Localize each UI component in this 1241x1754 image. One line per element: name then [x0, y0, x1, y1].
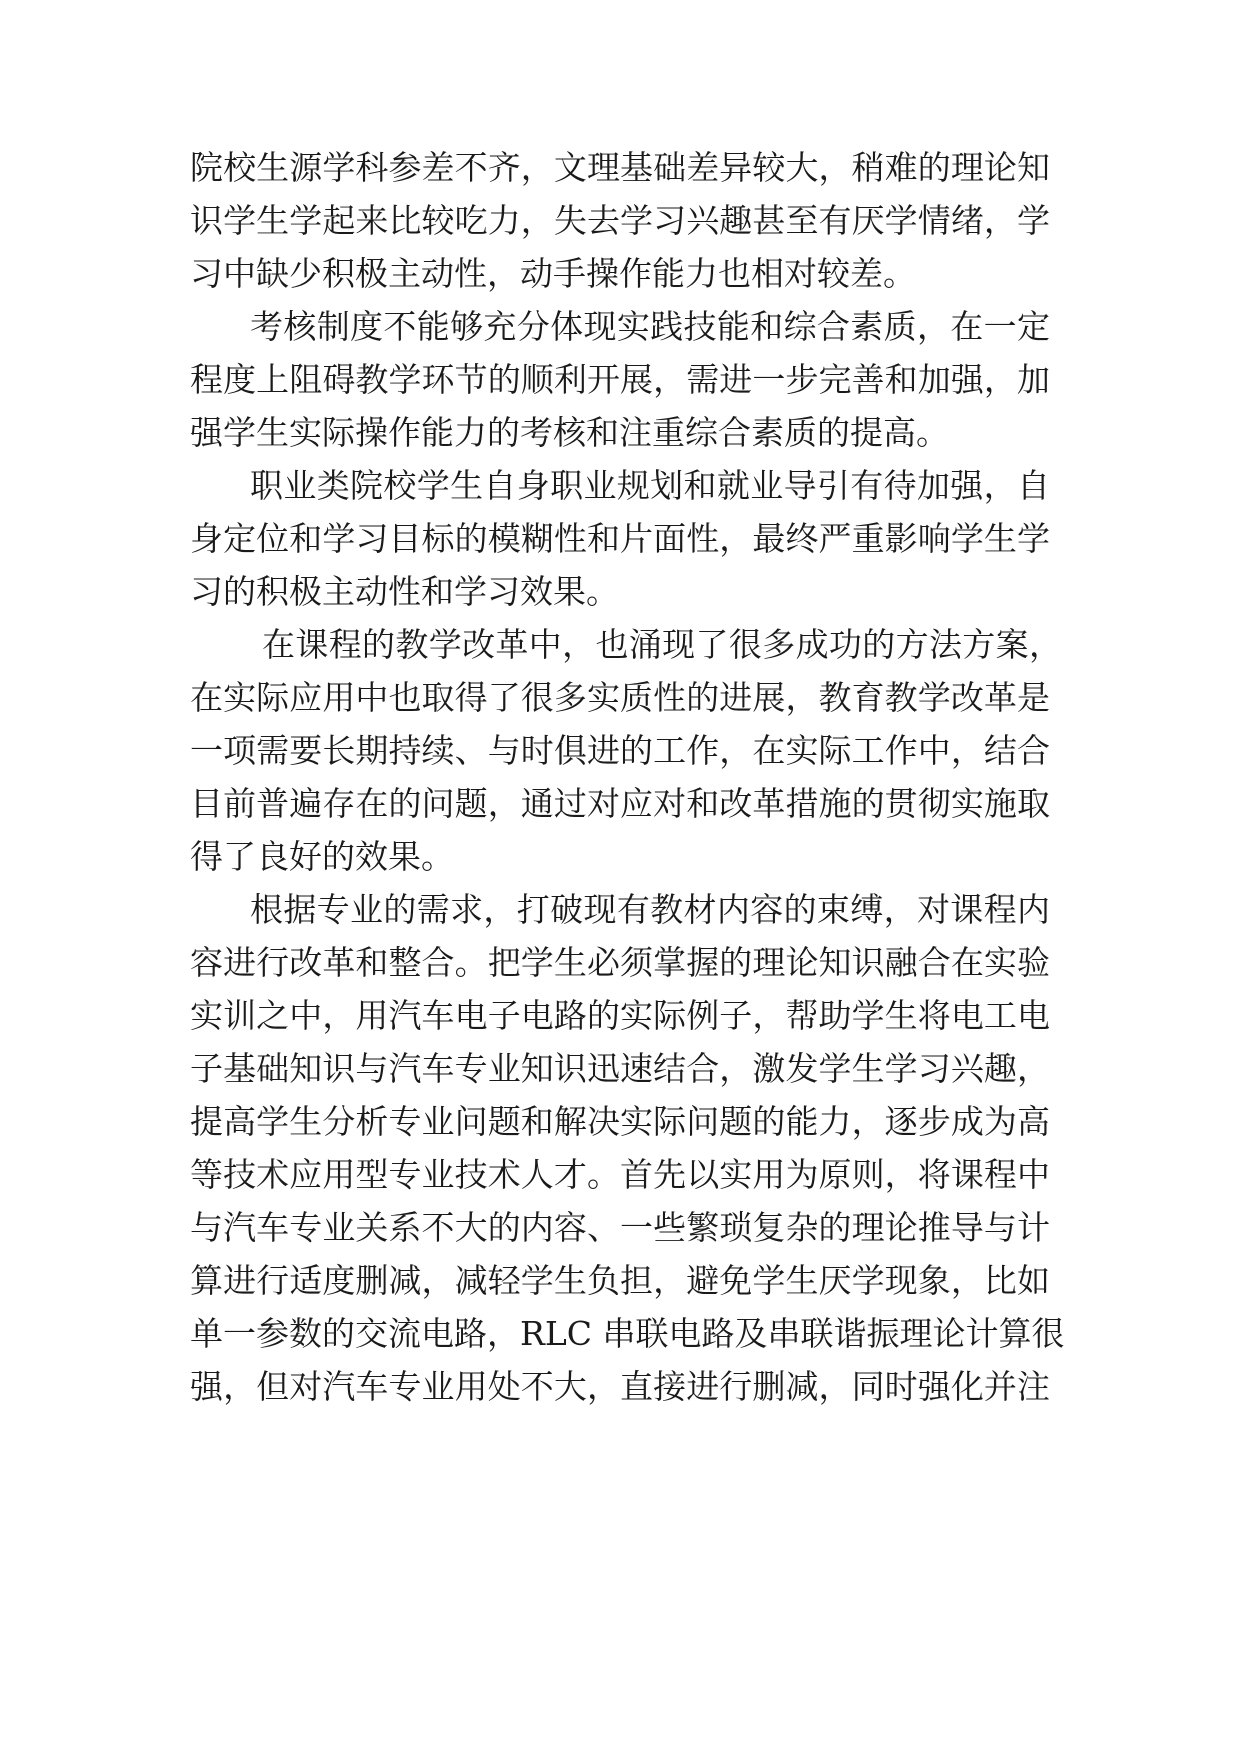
paragraph-line: 得了良好的效果。: [190, 837, 454, 876]
paragraph-line: 算进行适度删减，减轻学生负担，避免学生厌学现象，比如: [190, 1261, 1050, 1300]
paragraph-line: 等技术应用型专业技术人才。首先以实用为原则，将课程中: [190, 1155, 1050, 1194]
paragraph-first-line: 职业类院校学生自身职业规划和就业导引有待加强，自: [250, 466, 1050, 505]
paragraph-line: 子基础知识与汽车专业知识迅速结合，激发学生学习兴趣，: [190, 1049, 1050, 1088]
paragraph-line: 在实际应用中也取得了很多实质性的进展，教育教学改革是: [190, 678, 1050, 717]
paragraph-line: 强，但对汽车专业用处不大，直接进行删减，同时强化并注: [190, 1367, 1050, 1406]
paragraph-line: 习的积极主动性和学习效果。: [190, 572, 619, 611]
paragraph-line: 实训之中，用汽车电子电路的实际例子，帮助学生将电工电: [190, 996, 1050, 1035]
paragraph-line: 强学生实际操作能力的考核和注重综合素质的提高。: [190, 413, 949, 452]
paragraph-line: 与汽车专业关系不大的内容、一些繁琐复杂的理论推导与计: [190, 1208, 1050, 1247]
paragraph-line: 提高学生分析专业问题和解决实际问题的能力，逐步成为高: [190, 1102, 1050, 1141]
paragraph-line: 单一参数的交流电路，RLC 串联电路及串联谐振理论计算很: [190, 1314, 1065, 1353]
paragraph-line: 院校生源学科参差不齐，文理基础差异较大，稍难的理论知: [190, 148, 1050, 187]
paragraph-first-line: 在课程的教学改革中，也涌现了很多成功的方法方案，: [262, 625, 1062, 664]
paragraph-line: 目前普遍存在的问题，通过对应对和改革措施的贯彻实施取: [190, 784, 1050, 823]
paragraph-line: 习中缺少积极主动性，动手操作能力也相对较差。: [190, 254, 916, 293]
paragraph-line: 一项需要长期持续、与时俱进的工作，在实际工作中，结合: [190, 731, 1050, 770]
paragraph-line: 识学生学起来比较吃力，失去学习兴趣甚至有厌学情绪，学: [190, 201, 1050, 240]
paragraph-first-line: 根据专业的需求，打破现有教材内容的束缚，对课程内: [250, 890, 1050, 929]
paragraph-line: 身定位和学习目标的模糊性和片面性，最终严重影响学生学: [190, 519, 1050, 558]
paragraph-first-line: 考核制度不能够充分体现实践技能和综合素质，在一定: [250, 307, 1050, 346]
paragraph-line: 程度上阻碍教学环节的顺利开展，需进一步完善和加强，加: [190, 360, 1050, 399]
paragraph-line: 容进行改革和整合。把学生必须掌握的理论知识融合在实验: [190, 943, 1050, 982]
